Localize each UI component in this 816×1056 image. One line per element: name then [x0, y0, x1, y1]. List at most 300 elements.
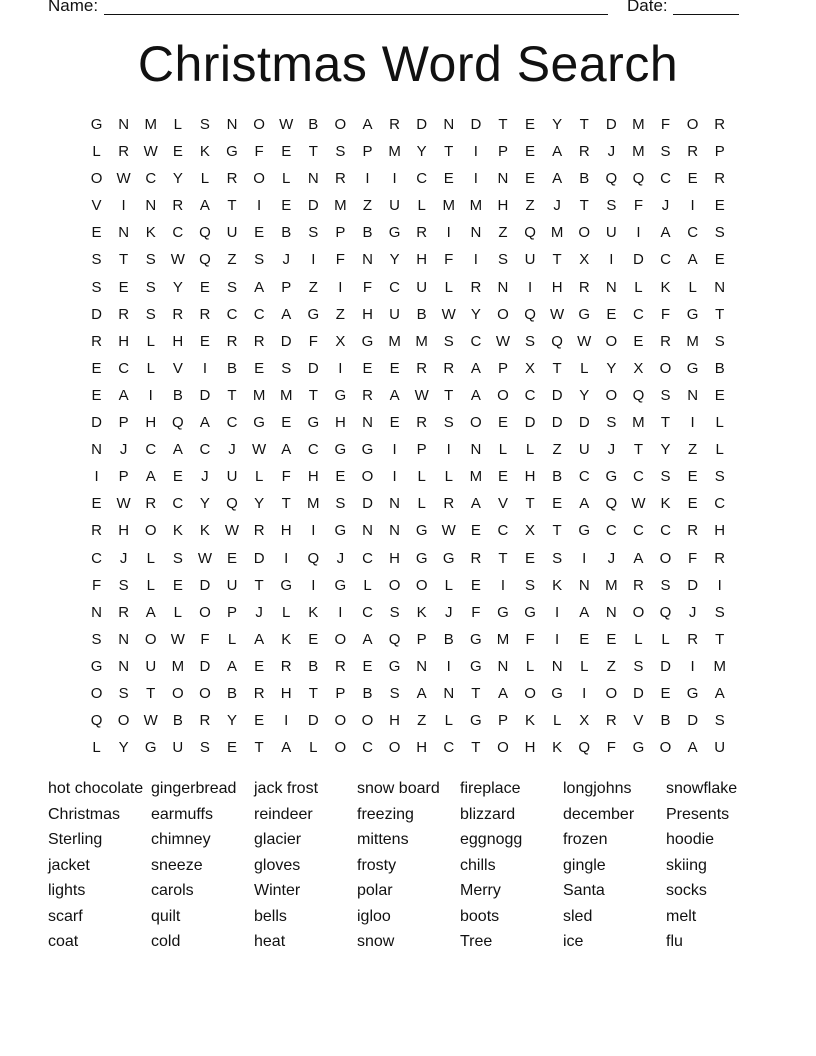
- grid-letter[interactable]: S: [227, 278, 238, 296]
- grid-letter[interactable]: K: [416, 603, 427, 621]
- grid-letter[interactable]: E: [227, 739, 238, 757]
- grid-letter[interactable]: I: [284, 549, 289, 567]
- grid-letter[interactable]: W: [631, 495, 646, 513]
- grid-letter[interactable]: G: [470, 657, 482, 675]
- grid-letter[interactable]: D: [416, 116, 428, 133]
- grid-letter[interactable]: S: [91, 251, 102, 269]
- grid-letter[interactable]: R: [443, 495, 455, 513]
- grid-letter[interactable]: M: [307, 495, 320, 513]
- grid-letter[interactable]: W: [143, 143, 158, 161]
- grid-letter[interactable]: L: [309, 739, 318, 757]
- grid-letter[interactable]: D: [253, 549, 265, 567]
- grid-letter[interactable]: N: [362, 251, 373, 269]
- grid-letter[interactable]: J: [607, 441, 616, 459]
- grid-letter[interactable]: A: [254, 630, 265, 648]
- grid-letter[interactable]: I: [582, 549, 587, 567]
- grid-letter[interactable]: A: [552, 170, 563, 188]
- grid-letter[interactable]: R: [118, 143, 130, 161]
- grid-letter[interactable]: R: [253, 522, 265, 540]
- grid-letter[interactable]: M: [686, 332, 699, 350]
- grid-letter[interactable]: O: [199, 684, 211, 702]
- grid-letter[interactable]: N: [443, 116, 455, 133]
- grid-letter[interactable]: E: [470, 576, 481, 594]
- grid-letter[interactable]: T: [579, 116, 589, 133]
- grid-letter[interactable]: A: [281, 305, 292, 323]
- grid-letter[interactable]: E: [254, 224, 265, 242]
- grid-letter[interactable]: A: [552, 143, 563, 161]
- grid-letter[interactable]: J: [119, 549, 128, 567]
- grid-letter[interactable]: M: [469, 468, 483, 486]
- grid-letter[interactable]: S: [118, 684, 129, 702]
- grid-letter[interactable]: K: [660, 278, 671, 296]
- grid-letter[interactable]: R: [172, 197, 184, 215]
- grid-letter[interactable]: R: [714, 116, 726, 133]
- grid-letter[interactable]: R: [660, 332, 671, 350]
- grid-letter[interactable]: Z: [525, 197, 535, 215]
- grid-letter[interactable]: J: [336, 549, 345, 567]
- grid-letter[interactable]: S: [389, 684, 400, 702]
- grid-letter[interactable]: L: [200, 170, 210, 188]
- grid-letter[interactable]: M: [388, 332, 401, 350]
- grid-letter[interactable]: A: [199, 197, 210, 215]
- grid-letter[interactable]: L: [282, 603, 291, 621]
- grid-letter[interactable]: G: [415, 549, 428, 567]
- grid-letter[interactable]: Z: [335, 305, 345, 323]
- grid-letter[interactable]: S: [281, 359, 292, 377]
- grid-letter[interactable]: B: [579, 170, 590, 188]
- grid-letter[interactable]: C: [524, 386, 536, 404]
- grid-letter[interactable]: C: [714, 495, 726, 513]
- grid-letter[interactable]: N: [687, 386, 699, 404]
- grid-letter[interactable]: S: [91, 278, 102, 296]
- grid-letter[interactable]: S: [145, 305, 156, 323]
- grid-letter[interactable]: C: [362, 549, 373, 567]
- grid-letter[interactable]: U: [714, 739, 726, 757]
- grid-letter[interactable]: O: [334, 712, 347, 730]
- grid-letter[interactable]: B: [281, 224, 292, 242]
- grid-letter[interactable]: D: [362, 495, 373, 513]
- grid-letter[interactable]: I: [121, 197, 126, 215]
- grid-letter[interactable]: C: [145, 441, 157, 459]
- grid-letter[interactable]: N: [443, 684, 455, 702]
- grid-letter[interactable]: R: [416, 414, 428, 432]
- grid-letter[interactable]: Q: [199, 251, 211, 269]
- grid-letter[interactable]: A: [145, 468, 156, 486]
- grid-letter[interactable]: E: [714, 197, 725, 215]
- grid-letter[interactable]: F: [471, 603, 481, 621]
- grid-letter[interactable]: H: [118, 522, 130, 540]
- grid-letter[interactable]: S: [497, 251, 508, 269]
- grid-letter[interactable]: O: [497, 739, 509, 757]
- grid-letter[interactable]: T: [146, 684, 156, 702]
- grid-letter[interactable]: I: [473, 251, 478, 269]
- grid-letter[interactable]: I: [94, 468, 99, 486]
- grid-letter[interactable]: S: [660, 143, 671, 161]
- grid-letter[interactable]: N: [118, 657, 130, 675]
- grid-letter[interactable]: O: [388, 739, 401, 757]
- grid-letter[interactable]: Y: [199, 495, 210, 513]
- grid-letter[interactable]: T: [308, 386, 318, 404]
- grid-letter[interactable]: I: [609, 251, 614, 269]
- grid-letter[interactable]: G: [90, 657, 103, 675]
- grid-letter[interactable]: B: [172, 712, 183, 730]
- grid-letter[interactable]: P: [416, 441, 427, 459]
- grid-letter[interactable]: G: [388, 224, 401, 242]
- grid-letter[interactable]: E: [91, 386, 102, 404]
- grid-letter[interactable]: S: [660, 386, 671, 404]
- grid-letter[interactable]: R: [199, 712, 211, 730]
- grid-letter[interactable]: A: [281, 739, 292, 757]
- grid-letter[interactable]: A: [199, 414, 210, 432]
- grid-letter[interactable]: Z: [417, 712, 427, 730]
- grid-letter[interactable]: S: [714, 712, 725, 730]
- grid-letter[interactable]: E: [714, 386, 725, 404]
- grid-letter[interactable]: G: [686, 305, 699, 323]
- grid-letter[interactable]: W: [414, 386, 429, 404]
- grid-letter[interactable]: I: [338, 278, 343, 296]
- grid-letter[interactable]: E: [443, 170, 454, 188]
- grid-letter[interactable]: G: [280, 576, 293, 594]
- grid-letter[interactable]: L: [363, 576, 372, 594]
- grid-letter[interactable]: L: [715, 414, 724, 432]
- grid-letter[interactable]: F: [281, 468, 291, 486]
- grid-letter[interactable]: R: [714, 549, 726, 567]
- grid-letter[interactable]: G: [307, 305, 320, 323]
- grid-letter[interactable]: T: [281, 495, 291, 513]
- grid-letter[interactable]: A: [470, 359, 481, 377]
- grid-letter[interactable]: C: [91, 549, 102, 567]
- grid-letter[interactable]: D: [524, 414, 536, 432]
- grid-letter[interactable]: H: [389, 549, 400, 567]
- grid-letter[interactable]: W: [116, 170, 131, 188]
- grid-letter[interactable]: W: [224, 522, 240, 540]
- grid-letter[interactable]: O: [334, 739, 347, 757]
- grid-letter[interactable]: R: [280, 657, 292, 675]
- grid-letter[interactable]: H: [416, 251, 428, 269]
- grid-letter[interactable]: N: [416, 657, 428, 675]
- grid-letter[interactable]: P: [497, 712, 508, 730]
- grid-letter[interactable]: X: [335, 332, 346, 350]
- grid-letter[interactable]: E: [172, 576, 183, 594]
- grid-letter[interactable]: F: [660, 305, 671, 323]
- grid-letter[interactable]: O: [605, 684, 618, 702]
- grid-letter[interactable]: M: [550, 224, 564, 242]
- grid-letter[interactable]: G: [334, 522, 347, 540]
- grid-letter[interactable]: G: [578, 305, 591, 323]
- grid-letter[interactable]: C: [145, 170, 157, 188]
- grid-letter[interactable]: S: [552, 549, 563, 567]
- grid-letter[interactable]: X: [633, 359, 644, 377]
- grid-letter[interactable]: N: [91, 441, 102, 459]
- grid-letter[interactable]: D: [687, 576, 699, 594]
- grid-letter[interactable]: H: [362, 305, 373, 323]
- grid-letter[interactable]: A: [687, 251, 698, 269]
- grid-letter[interactable]: L: [552, 712, 562, 730]
- grid-letter[interactable]: X: [525, 359, 536, 377]
- grid-letter[interactable]: R: [687, 522, 699, 540]
- grid-letter[interactable]: N: [497, 170, 509, 188]
- grid-letter[interactable]: J: [282, 251, 290, 269]
- grid-letter[interactable]: B: [660, 712, 671, 730]
- grid-letter[interactable]: L: [634, 278, 643, 296]
- grid-letter[interactable]: S: [172, 549, 183, 567]
- grid-letter[interactable]: V: [91, 197, 102, 215]
- grid-letter[interactable]: M: [469, 197, 483, 215]
- grid-letter[interactable]: H: [172, 332, 184, 350]
- grid-letter[interactable]: S: [660, 576, 671, 594]
- grid-letter[interactable]: O: [605, 332, 618, 350]
- grid-letter[interactable]: S: [606, 197, 617, 215]
- grid-letter[interactable]: S: [606, 414, 617, 432]
- grid-letter[interactable]: E: [633, 332, 644, 350]
- grid-letter[interactable]: G: [524, 603, 536, 621]
- grid-letter[interactable]: H: [145, 414, 157, 432]
- grid-letter[interactable]: M: [388, 143, 401, 161]
- grid-letter[interactable]: F: [688, 549, 698, 567]
- grid-letter[interactable]: K: [199, 143, 210, 161]
- grid-letter[interactable]: O: [253, 116, 265, 133]
- grid-letter[interactable]: I: [446, 657, 451, 675]
- grid-letter[interactable]: Q: [605, 170, 618, 188]
- grid-letter[interactable]: H: [334, 414, 346, 432]
- grid-letter[interactable]: S: [254, 251, 265, 269]
- grid-letter[interactable]: E: [552, 495, 563, 513]
- grid-letter[interactable]: K: [552, 739, 563, 757]
- grid-letter[interactable]: I: [338, 359, 343, 377]
- grid-letter[interactable]: I: [202, 359, 207, 377]
- grid-letter[interactable]: S: [335, 495, 346, 513]
- grid-letter[interactable]: P: [497, 143, 508, 161]
- grid-letter[interactable]: Z: [362, 197, 373, 215]
- grid-letter[interactable]: Q: [388, 630, 401, 648]
- grid-letter[interactable]: P: [118, 414, 129, 432]
- grid-letter[interactable]: C: [633, 468, 644, 486]
- grid-letter[interactable]: W: [170, 251, 185, 269]
- grid-letter[interactable]: N: [307, 170, 319, 188]
- grid-letter[interactable]: C: [172, 224, 184, 242]
- grid-letter[interactable]: L: [444, 712, 453, 730]
- grid-letter[interactable]: O: [497, 386, 509, 404]
- grid-letter[interactable]: R: [389, 116, 400, 133]
- grid-letter[interactable]: N: [389, 495, 400, 513]
- grid-letter[interactable]: X: [579, 712, 590, 730]
- grid-letter[interactable]: U: [389, 197, 400, 215]
- grid-letter[interactable]: R: [226, 170, 238, 188]
- grid-letter[interactable]: T: [471, 739, 481, 757]
- grid-letter[interactable]: N: [714, 278, 726, 296]
- grid-letter[interactable]: S: [145, 251, 156, 269]
- grid-letter[interactable]: O: [686, 116, 699, 133]
- grid-letter[interactable]: Y: [552, 116, 563, 133]
- grid-letter[interactable]: L: [444, 278, 453, 296]
- grid-letter[interactable]: L: [417, 197, 426, 215]
- grid-letter[interactable]: B: [714, 359, 725, 377]
- grid-letter[interactable]: R: [633, 576, 644, 594]
- grid-letter[interactable]: T: [525, 495, 535, 513]
- grid-letter[interactable]: C: [660, 522, 671, 540]
- grid-letter[interactable]: I: [392, 468, 397, 486]
- grid-letter[interactable]: J: [607, 143, 616, 161]
- grid-letter[interactable]: L: [444, 576, 453, 594]
- grid-letter[interactable]: I: [365, 170, 370, 188]
- grid-letter[interactable]: D: [91, 414, 102, 432]
- grid-letter[interactable]: N: [578, 576, 590, 594]
- grid-letter[interactable]: R: [334, 170, 346, 188]
- grid-letter[interactable]: E: [172, 468, 183, 486]
- grid-letter[interactable]: S: [633, 657, 644, 675]
- grid-letter[interactable]: E: [606, 630, 617, 648]
- grid-letter[interactable]: G: [361, 441, 374, 459]
- grid-letter[interactable]: A: [145, 603, 156, 621]
- grid-letter[interactable]: O: [659, 739, 672, 757]
- grid-letter[interactable]: Y: [416, 143, 427, 161]
- grid-letter[interactable]: A: [687, 739, 698, 757]
- grid-letter[interactable]: L: [688, 278, 697, 296]
- grid-letter[interactable]: P: [281, 278, 292, 296]
- grid-letter[interactable]: I: [148, 386, 153, 404]
- grid-letter[interactable]: A: [172, 441, 183, 459]
- grid-letter[interactable]: M: [605, 576, 618, 594]
- grid-letter[interactable]: T: [119, 251, 129, 269]
- grid-letter[interactable]: M: [415, 332, 428, 350]
- grid-letter[interactable]: G: [144, 739, 157, 757]
- grid-letter[interactable]: E: [91, 359, 102, 377]
- grid-letter[interactable]: C: [172, 495, 184, 513]
- grid-letter[interactable]: H: [551, 278, 563, 296]
- grid-letter[interactable]: H: [714, 522, 726, 540]
- grid-letter[interactable]: M: [144, 116, 157, 133]
- grid-letter[interactable]: W: [143, 712, 158, 730]
- grid-letter[interactable]: D: [633, 684, 644, 702]
- grid-letter[interactable]: S: [443, 332, 454, 350]
- grid-letter[interactable]: I: [257, 197, 262, 215]
- grid-letter[interactable]: B: [308, 657, 319, 675]
- grid-letter[interactable]: J: [445, 603, 453, 621]
- grid-letter[interactable]: H: [497, 197, 509, 215]
- grid-letter[interactable]: E: [470, 522, 481, 540]
- grid-letter[interactable]: E: [497, 414, 508, 432]
- grid-letter[interactable]: U: [145, 657, 157, 675]
- grid-letter[interactable]: T: [227, 197, 237, 215]
- grid-letter[interactable]: S: [145, 278, 156, 296]
- grid-letter[interactable]: O: [659, 549, 672, 567]
- grid-letter[interactable]: R: [605, 712, 617, 730]
- grid-letter[interactable]: G: [334, 576, 347, 594]
- grid-letter[interactable]: P: [118, 468, 129, 486]
- grid-letter[interactable]: F: [254, 143, 264, 161]
- grid-letter[interactable]: G: [334, 386, 347, 404]
- grid-letter[interactable]: Q: [578, 739, 591, 757]
- grid-letter[interactable]: O: [388, 576, 401, 594]
- grid-letter[interactable]: S: [199, 739, 210, 757]
- grid-letter[interactable]: A: [362, 116, 373, 133]
- grid-letter[interactable]: J: [661, 197, 670, 215]
- grid-letter[interactable]: E: [525, 549, 536, 567]
- grid-letter[interactable]: B: [227, 359, 238, 377]
- grid-letter[interactable]: Z: [552, 441, 562, 459]
- grid-letter[interactable]: C: [687, 224, 699, 242]
- grid-letter[interactable]: O: [90, 684, 103, 702]
- grid-letter[interactable]: I: [555, 603, 560, 621]
- grid-letter[interactable]: X: [525, 522, 536, 540]
- grid-letter[interactable]: C: [226, 305, 238, 323]
- grid-letter[interactable]: E: [335, 468, 346, 486]
- grid-letter[interactable]: E: [281, 414, 292, 432]
- grid-letter[interactable]: L: [525, 657, 535, 675]
- grid-letter[interactable]: N: [362, 522, 373, 540]
- grid-letter[interactable]: Y: [470, 305, 481, 323]
- grid-letter[interactable]: E: [606, 305, 617, 323]
- grid-letter[interactable]: H: [389, 712, 400, 730]
- grid-letter[interactable]: H: [416, 739, 428, 757]
- grid-letter[interactable]: K: [525, 712, 536, 730]
- grid-letter[interactable]: W: [116, 495, 131, 513]
- grid-letter[interactable]: R: [470, 549, 482, 567]
- grid-letter[interactable]: W: [495, 332, 511, 350]
- grid-letter[interactable]: T: [660, 414, 671, 432]
- grid-letter[interactable]: L: [92, 739, 101, 757]
- grid-letter[interactable]: H: [307, 468, 319, 486]
- grid-letter[interactable]: K: [172, 522, 183, 540]
- grid-letter[interactable]: O: [117, 712, 130, 730]
- grid-letter[interactable]: R: [578, 143, 590, 161]
- grid-letter[interactable]: C: [253, 305, 265, 323]
- grid-letter[interactable]: V: [497, 495, 508, 513]
- grid-letter[interactable]: J: [607, 549, 616, 567]
- grid-letter[interactable]: U: [416, 278, 428, 296]
- grid-letter[interactable]: I: [311, 522, 316, 540]
- grid-letter[interactable]: E: [525, 143, 536, 161]
- grid-letter[interactable]: A: [660, 224, 671, 242]
- grid-letter[interactable]: C: [307, 441, 319, 459]
- grid-letter[interactable]: D: [687, 712, 699, 730]
- grid-letter[interactable]: E: [254, 657, 265, 675]
- grid-letter[interactable]: G: [388, 657, 401, 675]
- grid-letter[interactable]: I: [636, 224, 641, 242]
- grid-letter[interactable]: Y: [606, 359, 617, 377]
- grid-letter[interactable]: C: [660, 251, 671, 269]
- grid-letter[interactable]: K: [145, 224, 156, 242]
- grid-letter[interactable]: L: [92, 143, 101, 161]
- grid-letter[interactable]: D: [605, 116, 617, 133]
- grid-letter[interactable]: R: [199, 305, 211, 323]
- grid-letter[interactable]: I: [473, 170, 478, 188]
- grid-letter[interactable]: U: [524, 251, 536, 269]
- grid-letter[interactable]: L: [580, 657, 589, 675]
- grid-letter[interactable]: Y: [660, 441, 671, 459]
- grid-letter[interactable]: G: [497, 603, 509, 621]
- grid-letter[interactable]: A: [362, 630, 373, 648]
- grid-letter[interactable]: T: [498, 116, 508, 133]
- grid-letter[interactable]: T: [227, 386, 237, 404]
- grid-letter[interactable]: P: [335, 684, 346, 702]
- grid-letter[interactable]: U: [172, 739, 184, 757]
- grid-letter[interactable]: R: [91, 522, 102, 540]
- grid-letter[interactable]: I: [690, 414, 695, 432]
- grid-letter[interactable]: C: [633, 305, 644, 323]
- grid-letter[interactable]: N: [605, 278, 617, 296]
- grid-letter[interactable]: F: [200, 630, 210, 648]
- grid-letter[interactable]: B: [362, 684, 373, 702]
- grid-letter[interactable]: Q: [199, 224, 211, 242]
- grid-letter[interactable]: E: [579, 630, 590, 648]
- grid-letter[interactable]: F: [444, 251, 454, 269]
- grid-letter[interactable]: T: [471, 684, 481, 702]
- grid-letter[interactable]: G: [470, 712, 482, 730]
- grid-letter[interactable]: A: [579, 603, 590, 621]
- grid-letter[interactable]: J: [255, 603, 263, 621]
- grid-letter[interactable]: T: [633, 441, 643, 459]
